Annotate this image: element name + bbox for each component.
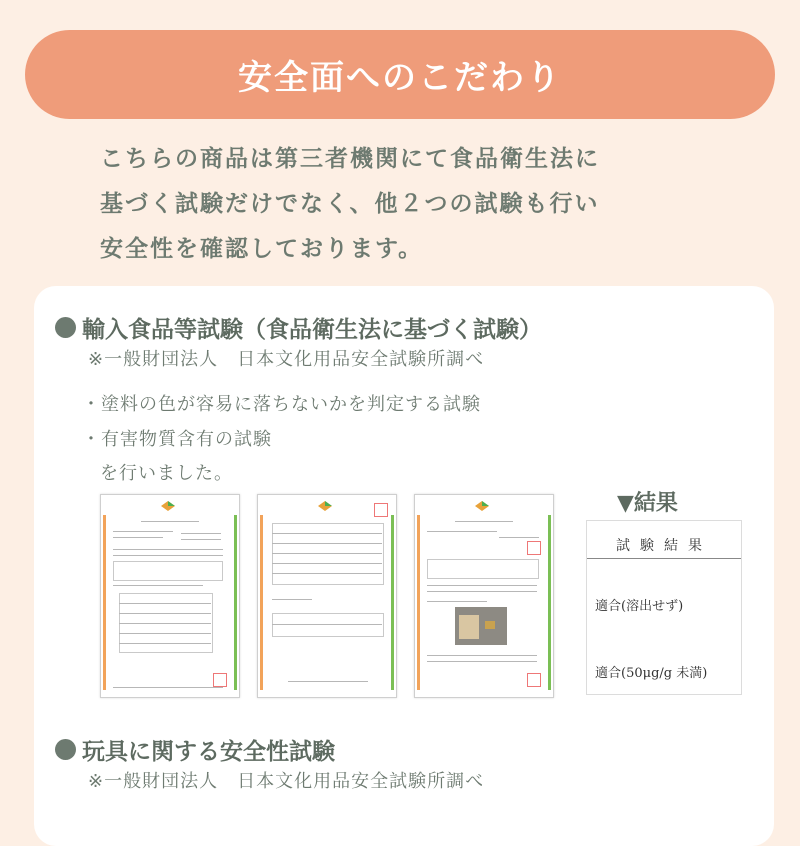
test-report-image-2 (257, 494, 397, 698)
banner-title: 安全面へのこだわり (238, 58, 562, 98)
section-title-text: 輸入食品等試験（食品衛生法に基づく試験） (82, 317, 542, 343)
result-heading: ▼結果 (617, 491, 678, 516)
bullet-dot-icon (55, 317, 76, 338)
result-value: 適合(50μg/g 未満) (595, 666, 708, 681)
result-value: 適合(溶出せず) (595, 599, 684, 614)
intro-line: 基づく試験だけでなく、他２つの試験も行い (100, 191, 600, 217)
intro-line: 安全性を確認しております。 (100, 236, 424, 262)
bullet-dot-icon (55, 739, 76, 760)
test-report-image-3 (414, 494, 554, 698)
result-table (586, 520, 742, 695)
section-note: ※一般財団法人 日本文化用品安全試験所調べ (88, 349, 485, 370)
closing-text: を行いました。 (100, 463, 233, 484)
intro-paragraph (100, 137, 740, 272)
section-title-import-test (55, 311, 542, 344)
divider (587, 558, 741, 559)
intro-line: こちらの商品は第三者機関にて食品衛生法に (100, 146, 600, 172)
result-table-title: 試験結果 (616, 538, 712, 554)
section-title-text: 玩具に関する安全性試験 (82, 739, 335, 765)
list-item: ・有害物質含有の試験 (82, 429, 272, 450)
section-title-toy-safety (55, 733, 335, 766)
section-banner (25, 30, 775, 119)
test-report-image-1 (100, 494, 240, 698)
section-note: ※一般財団法人 日本文化用品安全試験所調べ (88, 771, 485, 792)
list-item: ・塗料の色が容易に落ちないかを判定する試験 (82, 394, 481, 415)
